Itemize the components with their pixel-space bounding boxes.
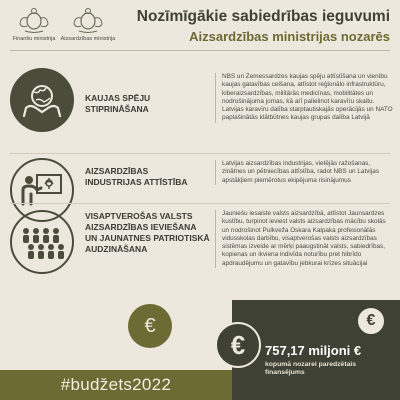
euro-corner-icon: € [356, 306, 386, 336]
section-text-defence: Jauniešu iesaiste valsts aizsardzībā, attīstot Jaunsardzes kustību, turpinot ieviest valsts aizsardzības mācību skolās un nodrošinot Pulkveža Oskara Kalpaka profesionālās vidusskolas darbību, visaptverošas valsts aizsardzības sistēmas izveide ar mērķi paaugstināt valsts, sabiedrības, kopienas un ikviena indivīda noturību pret hibrīdo apdraudējumu un gatavību jebkurai krīzes situācijai [215, 210, 393, 268]
section-divider [10, 203, 390, 204]
section-text-combat: NBS un Zemessardzes kaujas spēju attīstīšana un vienību kaujas gatavības celšana, attīstot reģionālo infrastruktūru, kiberaizsardzības, militārās medicīnas, mobilitātes un nodrošinājuma jomas, kā arī palielinot karavīru skaitu. Latvijas karavīru dalība starptautiskajās operācijās un NATO paplašinātās klātbūtnes kaujas grupas dalība Latvijā [215, 73, 393, 123]
section-text-industry: Latvijas aizsardzības industrijas, vietējās ražošanas, zinātnes un pētniecības attīstība, radot NBS un Latvijas apstākļiem piemērotus ekipējuma risinājumus [215, 160, 393, 185]
total-amount: 757,17 miljoni € [265, 343, 362, 358]
section-label-defence: VISAPTVEROŠAS VALSTS AIZSARDZĪBAS IEVIEŠANA UN JAUNATNES PATRIOTISKĀ AUDZINĀŠANA [85, 211, 210, 254]
coat-of-arms-icon [71, 6, 105, 34]
globe-hands-icon [10, 68, 74, 132]
total-caption: kopumā nozarei paredzētais finansējums [265, 361, 357, 376]
euro-icon: € [215, 322, 261, 368]
euro-coin-icon: € [128, 304, 172, 348]
coat-of-arms-icon [17, 6, 51, 34]
people-group-icon [10, 210, 74, 274]
section-divider [10, 153, 390, 154]
header-divider [10, 50, 390, 51]
finance-ministry-logo [4, 6, 64, 42]
defence-ministry-caption: Aizsardzības ministrija [60, 36, 116, 42]
hashtag-banner: #budžets2022 [0, 370, 232, 400]
section-label-industry: AIZSARDZĪBAS INDUSTRIJAS ATTĪSTĪBA [85, 166, 188, 187]
page-subtitle: Aizsardzības ministrijas nozarēs [189, 29, 390, 44]
section-label-combat: KAUJAS SPĒJU STIPRINĀŠANA [85, 93, 151, 114]
defence-ministry-logo [58, 6, 118, 42]
page-title: Nozīmīgākie sabiedrības ieguvumi [136, 8, 390, 25]
finance-ministry-caption: Finanšu ministrija [12, 36, 56, 42]
